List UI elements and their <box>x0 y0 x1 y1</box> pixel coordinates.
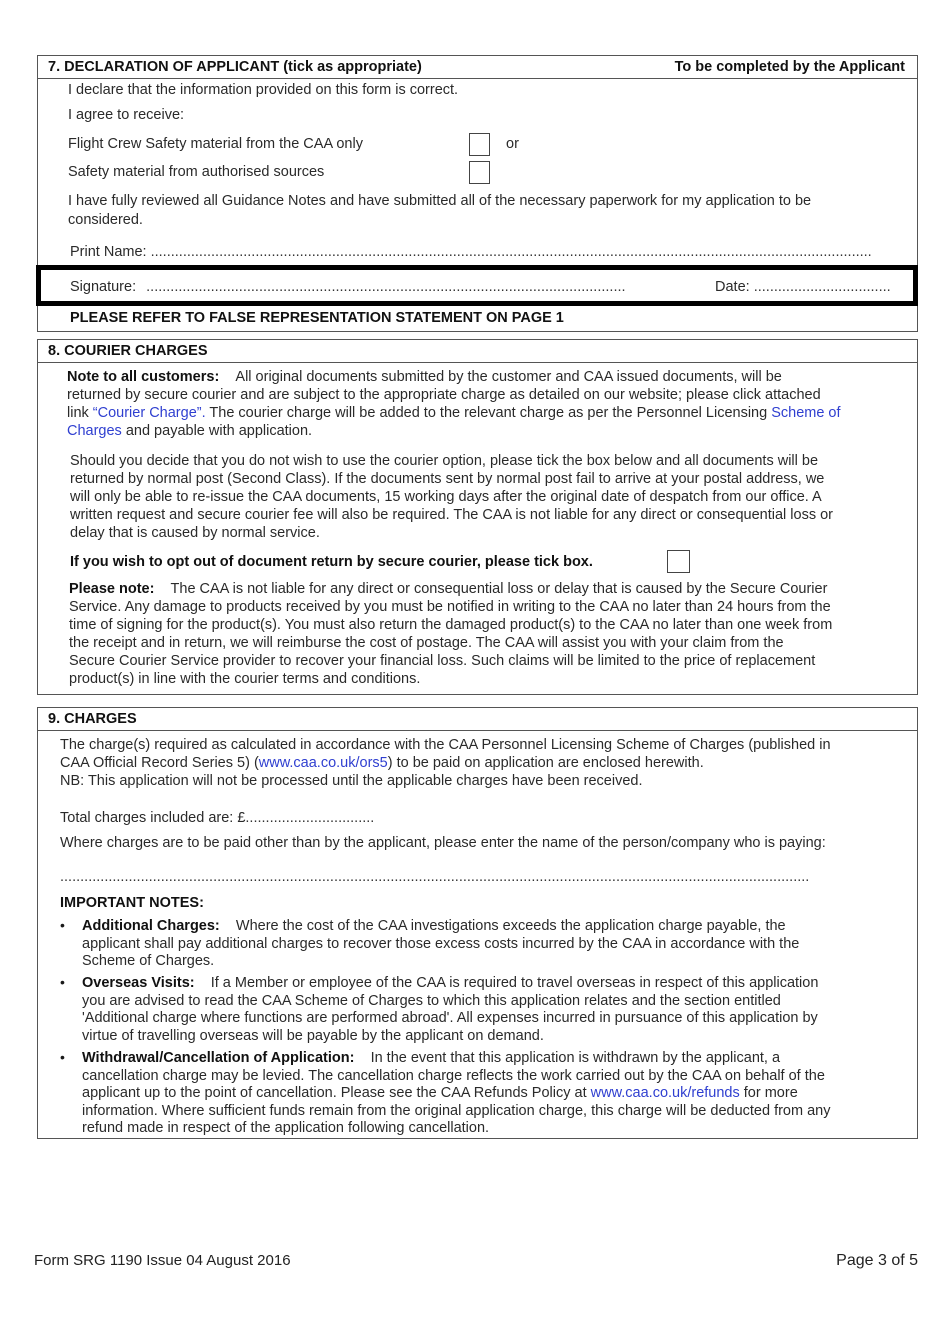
normal-post-paragraph: Should you decide that you do not wish to use the courier option, please tick the box below and all documents will be returned by normal post (Second Class). If the documents sent by normal post fail to arrive at your postal address, we will only be able to re-issue the CAA documents, 15 working days after the original date of despatch from our office. A written request and secure courier fee will also be required. The CAA is not liable for any direct or consequential loss or delay that is caused by normal service. <box>70 453 833 541</box>
reviewed-text-line2: considered. <box>68 212 143 228</box>
note-withdrawal-cancellation: Withdrawal/Cancellation of Application: In the event that this application is withdrawn by the applicant, a cancellation charge may be levied. The cancellation charge reflects the work carried out by the CAA on behalf of the applicant up to the point of cancellation. Please see the CAA Refunds Policy at www.caa.co.uk/refunds for more information. Where sufficient funds remain from the original application charge, this charge will be deducted from any refund made in respect of the application following cancellation. <box>82 1050 831 1136</box>
charges-paragraph: The charge(s) required as calculated in accordance with the CAA Personnel Licensing Scheme of Charges (published in CAA Official Record Series 5) (www.caa.co.uk/ors5) to be paid on application are enclosed herewith. NB: This application will not be processed until the applicable charges have been received. <box>60 736 910 790</box>
or-label: or <box>506 136 519 152</box>
section-title: 7. DECLARATION OF APPLICANT (tick as appropriate) <box>48 59 422 75</box>
important-notes-heading: IMPORTANT NOTES: <box>60 895 204 911</box>
total-charges-dots: ................................ <box>245 810 375 826</box>
bullet-icon: • <box>60 974 65 990</box>
scheme-of-charges-link-part2[interactable]: Charges <box>67 423 122 439</box>
signature-dots: ....................................................................................................................... <box>146 279 626 295</box>
please-note-label: Please note: <box>69 581 155 597</box>
bullet-icon: • <box>60 917 65 933</box>
scheme-of-charges-link-part1[interactable]: Scheme of <box>771 405 841 421</box>
date-label: Date: <box>715 279 750 295</box>
total-charges-field[interactable] <box>60 809 374 827</box>
total-charges-label: Total charges included are: £ <box>60 810 246 826</box>
reviewed-text-line1: I have fully reviewed all Guidance Notes and have submitted all of the necessary paperwork for my application to be <box>68 193 812 209</box>
false-representation-note: PLEASE REFER TO FALSE REPRESENTATION STATEMENT ON PAGE 1 <box>70 310 564 326</box>
checkbox-authorised-sources[interactable] <box>469 161 490 184</box>
section-right-note: To be completed by the Applicant <box>674 59 905 75</box>
note-overseas-visits: Overseas Visits: If a Member or employee of the CAA is required to travel overseas in respect of this application you are advised to read the CAA Scheme of Charges to which this application relates and the section entitled 'Additional charge where functions are performed abroad'. All expenses incurred in pursuance of this application by virtue of travelling overseas will be payable by the applicant on demand. <box>82 975 819 1044</box>
print-name-dots: ................................................................................................................................................................................... <box>150 244 872 260</box>
note-label: Note to all customers: <box>67 369 220 385</box>
where-paid-text: Where charges are to be paid other than by the applicant, please enter the name of the person/company who is paying: <box>60 835 826 851</box>
section-title: 8. COURIER CHARGES <box>48 343 208 359</box>
refunds-link[interactable]: www.caa.co.uk/refunds <box>590 1085 740 1101</box>
signature-label: Signature: <box>70 279 137 295</box>
footer-page-number: Page 3 of 5 <box>836 1252 918 1269</box>
date-dots: .................................. <box>753 279 891 295</box>
checkbox-caa-only[interactable] <box>469 133 490 156</box>
payer-name-field[interactable]: .......................................................................................................................................................................................... <box>60 869 810 885</box>
note-additional-charges: Additional Charges: Where the cost of the CAA investigations exceeds the application charge payable, the applicant shall pay additional charges to recover those excess costs incurred by the CAA in accordance with the Scheme of Charges. <box>82 918 800 969</box>
checkbox-opt-out-courier[interactable] <box>667 550 690 573</box>
section-header <box>38 708 917 731</box>
courier-charge-link[interactable]: “Courier Charge”. <box>92 405 206 421</box>
ors5-link[interactable]: www.caa.co.uk/ors5 <box>258 755 388 771</box>
please-note-paragraph: Please note: The CAA is not liable for any direct or consequential loss or delay that is caused by the Secure Courier Service. Any damage to products received by you must be notified in writing to the CAA no later than 24 hours from the time of signing for the product(s). You must also return the damaged product(s) to the CAA no later than one week from the receipt and in return, we will reimburse the cost of postage. The CAA will assist you with your claim from the Secure Courier Service provider to recover your financial loss. Such claims will be limited to the price of replacement product(s) in line with the courier terms and conditions. <box>69 581 833 687</box>
bullet-icon: • <box>60 1049 65 1065</box>
section-header <box>38 56 917 79</box>
declare-text: I declare that the information provided on this form is correct. <box>68 82 459 98</box>
option-caa-only-label: Flight Crew Safety material from the CAA only <box>68 136 363 152</box>
nb-note: NB: This application will not be processed until the applicable charges have been received. <box>60 773 643 789</box>
print-name-field[interactable] <box>70 243 900 261</box>
agree-text: I agree to receive: <box>68 107 185 123</box>
print-name-label: Print Name: <box>70 244 147 260</box>
option-authorised-label: Safety material from authorised sources <box>68 164 325 180</box>
section-title: 9. CHARGES <box>48 711 137 727</box>
note-to-customers: Note to all customers: All original documents submitted by the customer and CAA issued documents, will be returned by secure courier and are subject to the appropriate charge as detailed on our website; please click attached link “Courier Charge”. The courier charge will be added to the relevant charge as per the Personnel Licensing Scheme of Charges and payable with application. <box>67 369 841 439</box>
footer-form-info: Form SRG 1190 Issue 04 August 2016 <box>34 1252 291 1269</box>
opt-out-label: If you wish to opt out of document return by secure courier, please tick box. <box>70 554 593 570</box>
date-field[interactable] <box>715 278 910 296</box>
section-header <box>38 340 917 363</box>
signature-field[interactable] <box>70 278 692 296</box>
